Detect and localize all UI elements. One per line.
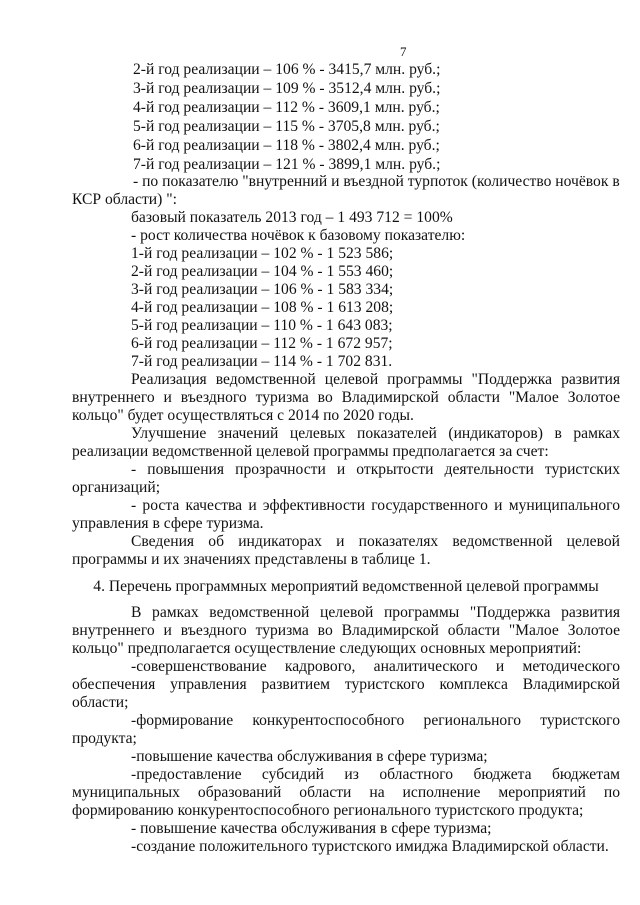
text-line: 3-й год реализации – 109 % - 3512,4 млн. руб.; bbox=[133, 80, 441, 97]
text-line: 2-й год реализации – 106 % - 3415,7 млн. руб.; bbox=[133, 61, 441, 78]
text-line: 4-й год реализации – 112 % - 3609,1 млн. руб.; bbox=[133, 99, 440, 116]
text-line: 7-й год реализации – 114 % - 1 702 831. bbox=[131, 353, 393, 370]
text-line: кольцо" предполагается осуществление следующих основных мероприятий: bbox=[72, 640, 582, 657]
text-line: 7-й год реализации – 121 % - 3899,1 млн. руб.; bbox=[133, 156, 441, 173]
text-line: - рост количества ночёвок к базовому показателю: bbox=[131, 227, 466, 244]
text-line: - по показателю "внутренний и въездной турпоток (количество ночёвок в bbox=[133, 173, 620, 190]
text-line: - повышение качества обслуживания в сфере туризма; bbox=[131, 820, 492, 837]
text-line: Улучшение значений целевых показателей (индикаторов) в рамках bbox=[131, 425, 620, 442]
text-line: обеспечения управления развитием туристского комплекса Владимирской bbox=[72, 676, 620, 693]
text-line: внутреннего и въездного туризма во Владимирской области "Малое Золотое bbox=[72, 622, 620, 639]
text-line: Сведения об индикаторах и показателях ведомственной целевой bbox=[131, 533, 620, 550]
text-line: продукта; bbox=[72, 730, 137, 747]
text-line: кольцо" будет осуществляться с 2014 по 2020 годы. bbox=[72, 407, 414, 424]
section-heading: 4. Перечень программных мероприятий ведомственной целевой программы bbox=[93, 578, 599, 595]
text-line: -формирование конкурентоспособного регионального туристского bbox=[131, 712, 620, 729]
text-line: 2-й год реализации – 104 % - 1 553 460; bbox=[131, 263, 394, 280]
text-line: 6-й год реализации – 112 % - 1 672 957; bbox=[131, 335, 393, 352]
text-line: - роста качества и эффективности государственного и муниципального bbox=[131, 497, 620, 514]
text-line: программы и их значениях представлены в таблице 1. bbox=[72, 551, 431, 568]
text-line: -предоставление субсидий из областного бюджета бюджетам bbox=[131, 766, 620, 783]
text-line: 3-й год реализации – 106 % - 1 583 334; bbox=[131, 281, 394, 298]
text-line: В рамках ведомственной целевой программы "Поддержка развития bbox=[131, 604, 620, 621]
text-line: базовый показатель 2013 год – 1 493 712 = 100% bbox=[131, 209, 453, 226]
text-line: управления в сфере туризма. bbox=[72, 515, 264, 532]
text-line: -повышение качества обслуживания в сфере туризма; bbox=[131, 748, 488, 765]
text-line: Реализация ведомственной целевой программы "Поддержка развития bbox=[131, 371, 620, 388]
text-line: внутреннего и въездного туризма во Владимирской области "Малое Золотое bbox=[72, 389, 620, 406]
text-line: муниципальных образований области на исполнение мероприятий по bbox=[72, 784, 620, 801]
text-line: 5-й год реализации – 110 % - 1 643 083; bbox=[131, 317, 393, 334]
text-line: - повышения прозрачности и открытости деятельности туристских bbox=[131, 461, 620, 478]
text-line: 6-й год реализации – 118 % - 3802,4 млн. руб.; bbox=[133, 137, 440, 154]
text-line: организаций; bbox=[72, 479, 161, 496]
page-number: 7 bbox=[400, 44, 407, 59]
text-line: КСР области) ": bbox=[72, 191, 177, 208]
text-line: области; bbox=[72, 694, 129, 711]
text-line: -совершенствование кадрового, аналитического и методического bbox=[131, 658, 620, 675]
text-line: реализации ведомственной целевой программы предполагается за счет: bbox=[72, 443, 549, 460]
text-line: 5-й год реализации – 115 % - 3705,8 млн. руб.; bbox=[133, 118, 440, 135]
text-line: формированию конкурентоспособного регионального туристского продукта; bbox=[72, 802, 584, 819]
text-line: 1-й год реализации – 102 % - 1 523 586; bbox=[131, 245, 394, 262]
text-line: -создание положительного туристского имиджа Владимирской области. bbox=[131, 838, 609, 855]
text-line: 4-й год реализации – 108 % - 1 613 208; bbox=[131, 299, 394, 316]
